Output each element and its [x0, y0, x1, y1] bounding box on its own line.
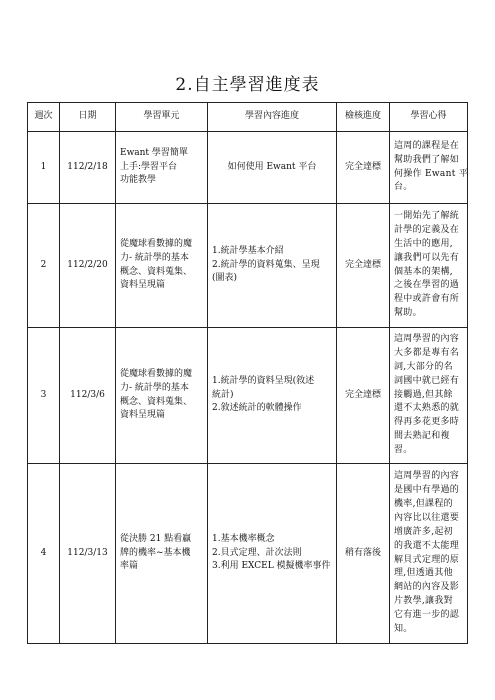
content-line: 2.統計學的資料蒐集、呈現 [212, 259, 320, 270]
reflection-line: 幫助我們了解如 [394, 154, 460, 165]
reflection-line: 理,但透過其他 [394, 568, 453, 579]
reflection-line: 詞國中就已經有 [394, 375, 460, 386]
content-cell [208, 328, 337, 464]
reflection-line: 這周學習的內容 [394, 470, 460, 481]
reflection-line: 程中或許會有所 [394, 294, 460, 305]
date-cell: 112/3/6 [60, 328, 116, 464]
reflection-line: 知。 [394, 624, 413, 635]
reflection-cell [390, 132, 468, 204]
content-line: 1.基本機率概念 [212, 533, 275, 544]
reflection-line: 讓我們可以先有 [394, 252, 460, 263]
reflection-line: 網站的內容及影 [394, 582, 460, 593]
reflection-line: 台。 [394, 182, 413, 193]
content-line: 1.統計學基本介紹 [212, 245, 284, 256]
content-line: 統計) [212, 389, 234, 400]
date-cell: 112/2/18 [60, 132, 116, 204]
unit-line: 力- 統計學的基本 [120, 252, 189, 263]
unit-line: 資料呈現篇 [120, 410, 166, 421]
unit-cell [116, 464, 208, 644]
content-line: 3.利用 EXCEL 模擬機率事件 [212, 561, 331, 572]
content-line: 2.敘述統計的軟體操作 [212, 403, 302, 414]
unit-line: 力- 統計學的基本 [120, 382, 189, 393]
header-unit: 學習單元 [116, 103, 208, 132]
content-cell [208, 132, 337, 204]
header-reflection: 學習心得 [390, 103, 468, 132]
unit-line: 功能教學 [120, 175, 157, 186]
content-line: (圖表) [212, 273, 238, 284]
content-cell [208, 464, 337, 644]
reflection-line: 何操作 Ewant 平 [394, 168, 469, 179]
reflection-line: 是國中有學過的 [394, 484, 460, 495]
learning-progress-table [27, 102, 468, 644]
reflection-line: 的我還不太能理 [394, 540, 460, 551]
unit-cell [116, 204, 208, 328]
page-title: 2.自主學習進度表 [175, 75, 320, 95]
unit-line: 概念、資料蒐集、 [120, 266, 193, 277]
reflection-line: 接觸過,但其餘 [394, 389, 453, 400]
reflection-cell [390, 464, 468, 644]
unit-line: Ewant 學習簡單 [120, 147, 188, 158]
header-content: 學習內容進度 [208, 103, 337, 132]
content-line: 1.統計學的資料呈現(敘述 [212, 375, 315, 386]
header-status: 檢核進度 [337, 103, 390, 132]
week-cell: 3 [28, 328, 60, 464]
reflection-line: 得再多花更多時 [394, 417, 460, 428]
content-line: 2.貝式定理、計次法則 [212, 547, 302, 558]
reflection-line: 片教學,讓我對 [394, 596, 453, 607]
reflection-line: 生活中的應用, [394, 238, 453, 249]
reflection-line: 幫助。 [394, 308, 422, 319]
table-header-row [28, 103, 468, 132]
reflection-line: 它有進一步的認 [394, 610, 460, 621]
unit-line: 率篇 [120, 561, 139, 572]
reflection-line: 一開始先了解統 [394, 210, 460, 221]
unit-line: 從決勝 21 點看贏 [120, 533, 192, 544]
reflection-line: 習。 [394, 445, 413, 456]
reflection-line: 大多都是專有名 [394, 347, 460, 358]
unit-line: 從魔球看數據的魔 [120, 368, 193, 379]
reflection-line: 解貝式定理的原 [394, 554, 460, 565]
week-cell: 4 [28, 464, 60, 644]
reflection-line: 詞,大部分的名 [394, 361, 453, 372]
unit-line: 概念、資料蒐集、 [120, 396, 193, 407]
status-cell: 稍有落後 [337, 464, 390, 644]
reflection-line: 還不太熟悉的就 [394, 403, 460, 414]
unit-cell [116, 328, 208, 464]
reflection-line: 個基本的架構, [394, 266, 453, 277]
date-cell: 112/3/13 [60, 464, 116, 644]
content-line: 如何使用 Ewant 平台 [227, 161, 317, 172]
reflection-line: 間去熟記和複 [394, 431, 450, 442]
week-cell: 2 [28, 204, 60, 328]
unit-line: 資料呈現篇 [120, 280, 166, 291]
unit-line: 牌的機率~基本機 [120, 547, 191, 558]
reflection-line: 之後在學習的過 [394, 280, 460, 291]
reflection-line: 這周學習的內容 [394, 333, 460, 344]
unit-cell [116, 132, 208, 204]
table-row [28, 204, 468, 328]
reflection-line: 機率,但課程的 [394, 498, 453, 509]
unit-line: 從魔球看數據的魔 [120, 238, 193, 249]
reflection-line: 增廣許多,起初 [394, 526, 453, 537]
date-cell: 112/2/20 [60, 204, 116, 328]
unit-line: 上手:學習平台 [120, 161, 178, 172]
reflection-line: 這周的課程是在 [394, 140, 460, 151]
header-date: 日期 [60, 103, 116, 132]
table-row [28, 132, 468, 204]
status-cell: 完全達標 [337, 204, 390, 328]
reflection-cell [390, 204, 468, 328]
reflection-line: 內容比以往還要 [394, 512, 460, 523]
table-row [28, 464, 468, 644]
table-row [28, 328, 468, 464]
reflection-cell [390, 328, 468, 464]
status-cell: 完全達標 [337, 132, 390, 204]
header-week: 週次 [28, 103, 60, 132]
week-cell: 1 [28, 132, 60, 204]
status-cell: 完全達標 [337, 328, 390, 464]
reflection-line: 計學的定義及在 [394, 224, 460, 235]
content-cell [208, 204, 337, 328]
